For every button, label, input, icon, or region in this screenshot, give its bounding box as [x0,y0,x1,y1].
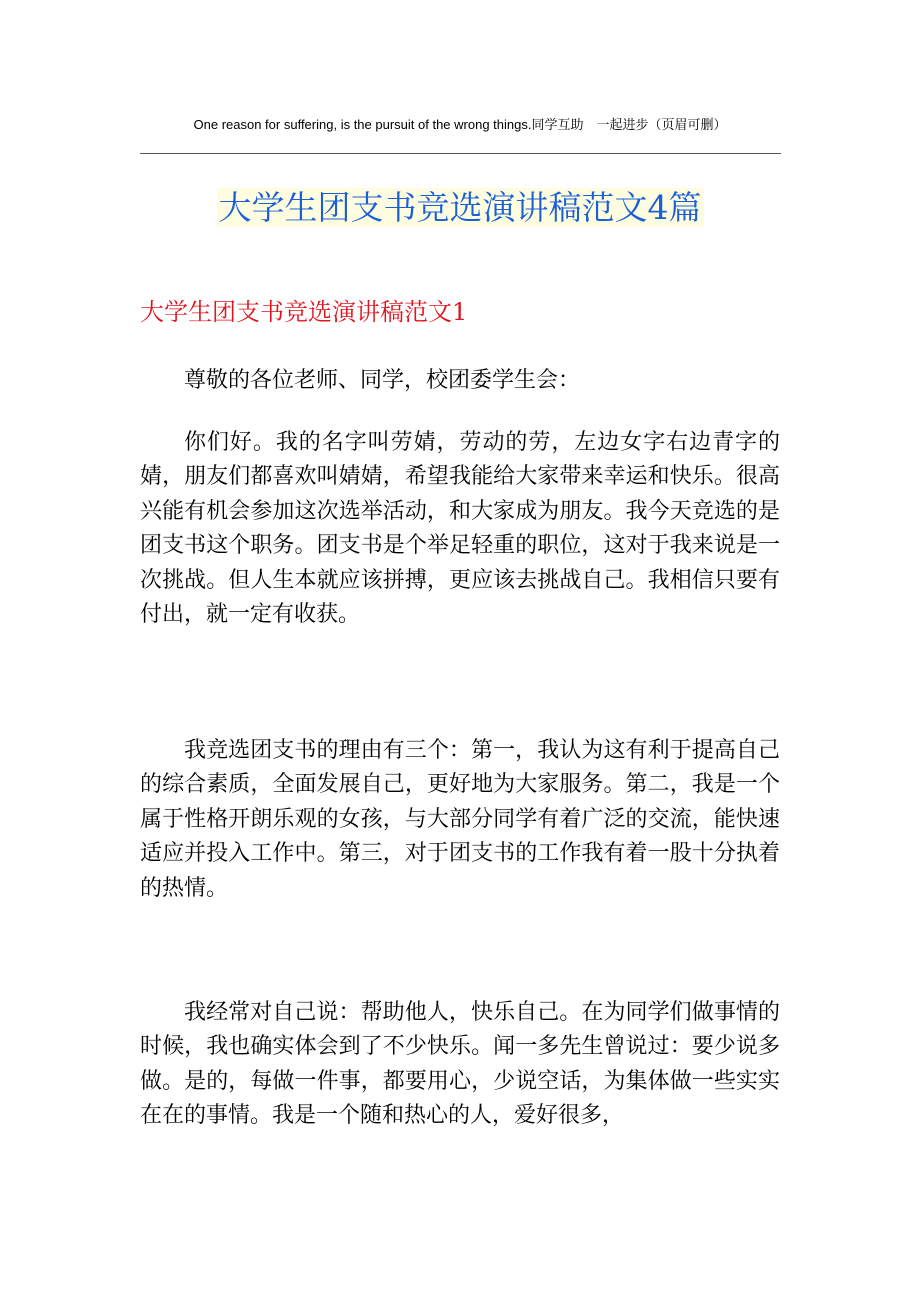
document-title-text: 大学生团支书竞选演讲稿范文4篇 [218,188,702,227]
salutation-block [140,364,780,398]
header-divider [140,153,781,154]
paragraph-block-2 [140,734,780,906]
paragraph-block-1 [140,426,780,632]
salutation: 尊敬的各位老师、同学，校团委学生会： [184,368,581,393]
body-paragraph: 你们好。我的名字叫劳婧，劳动的劳，左边女字右边青字的婧，朋友们都喜欢叫婧婧，希望我能给大家带来幸运和快乐。很高兴能有机会参加这次选举活动，和大家成为朋友。我今天竞选的是团支书这个职务。团支书是个举足轻重的职位，这对于我来说是一次挑战。但人生本就应该拼搏，更应该去挑战自己。我相信只要有付出，就一定有收获。 [140,430,780,628]
document-title [0,185,920,231]
paragraph-block-3 [140,996,780,1134]
body-paragraph: 我竞选团支书的理由有三个：第一，我认为这有利于提高自己的综合素质，全面发展自己，更好地为大家服务。第二，我是一个属于性格开朗乐观的女孩，与大部分同学有着广泛的交流，能快速适应并投入工作中。第三，对于团支书的工作我有着一股十分执着的热情。 [140,738,780,901]
body-paragraph: 我经常对自己说：帮助他人，快乐自己。在为同学们做事情的时候，我也确实体会到了不少快乐。闻一多先生曾说过：要少说多做。是的，每做一件事，都要用心，少说空话，为集体做一些实实在在的事情。我是一个随和热心的人，爱好很多， [140,1000,780,1129]
section-heading: 大学生团支书竞选演讲稿范文1 [140,298,468,326]
page-header-text: One reason for suffering, is the pursuit of the wrong things.同学互助 一起进步（页眉可删） [193,117,727,132]
